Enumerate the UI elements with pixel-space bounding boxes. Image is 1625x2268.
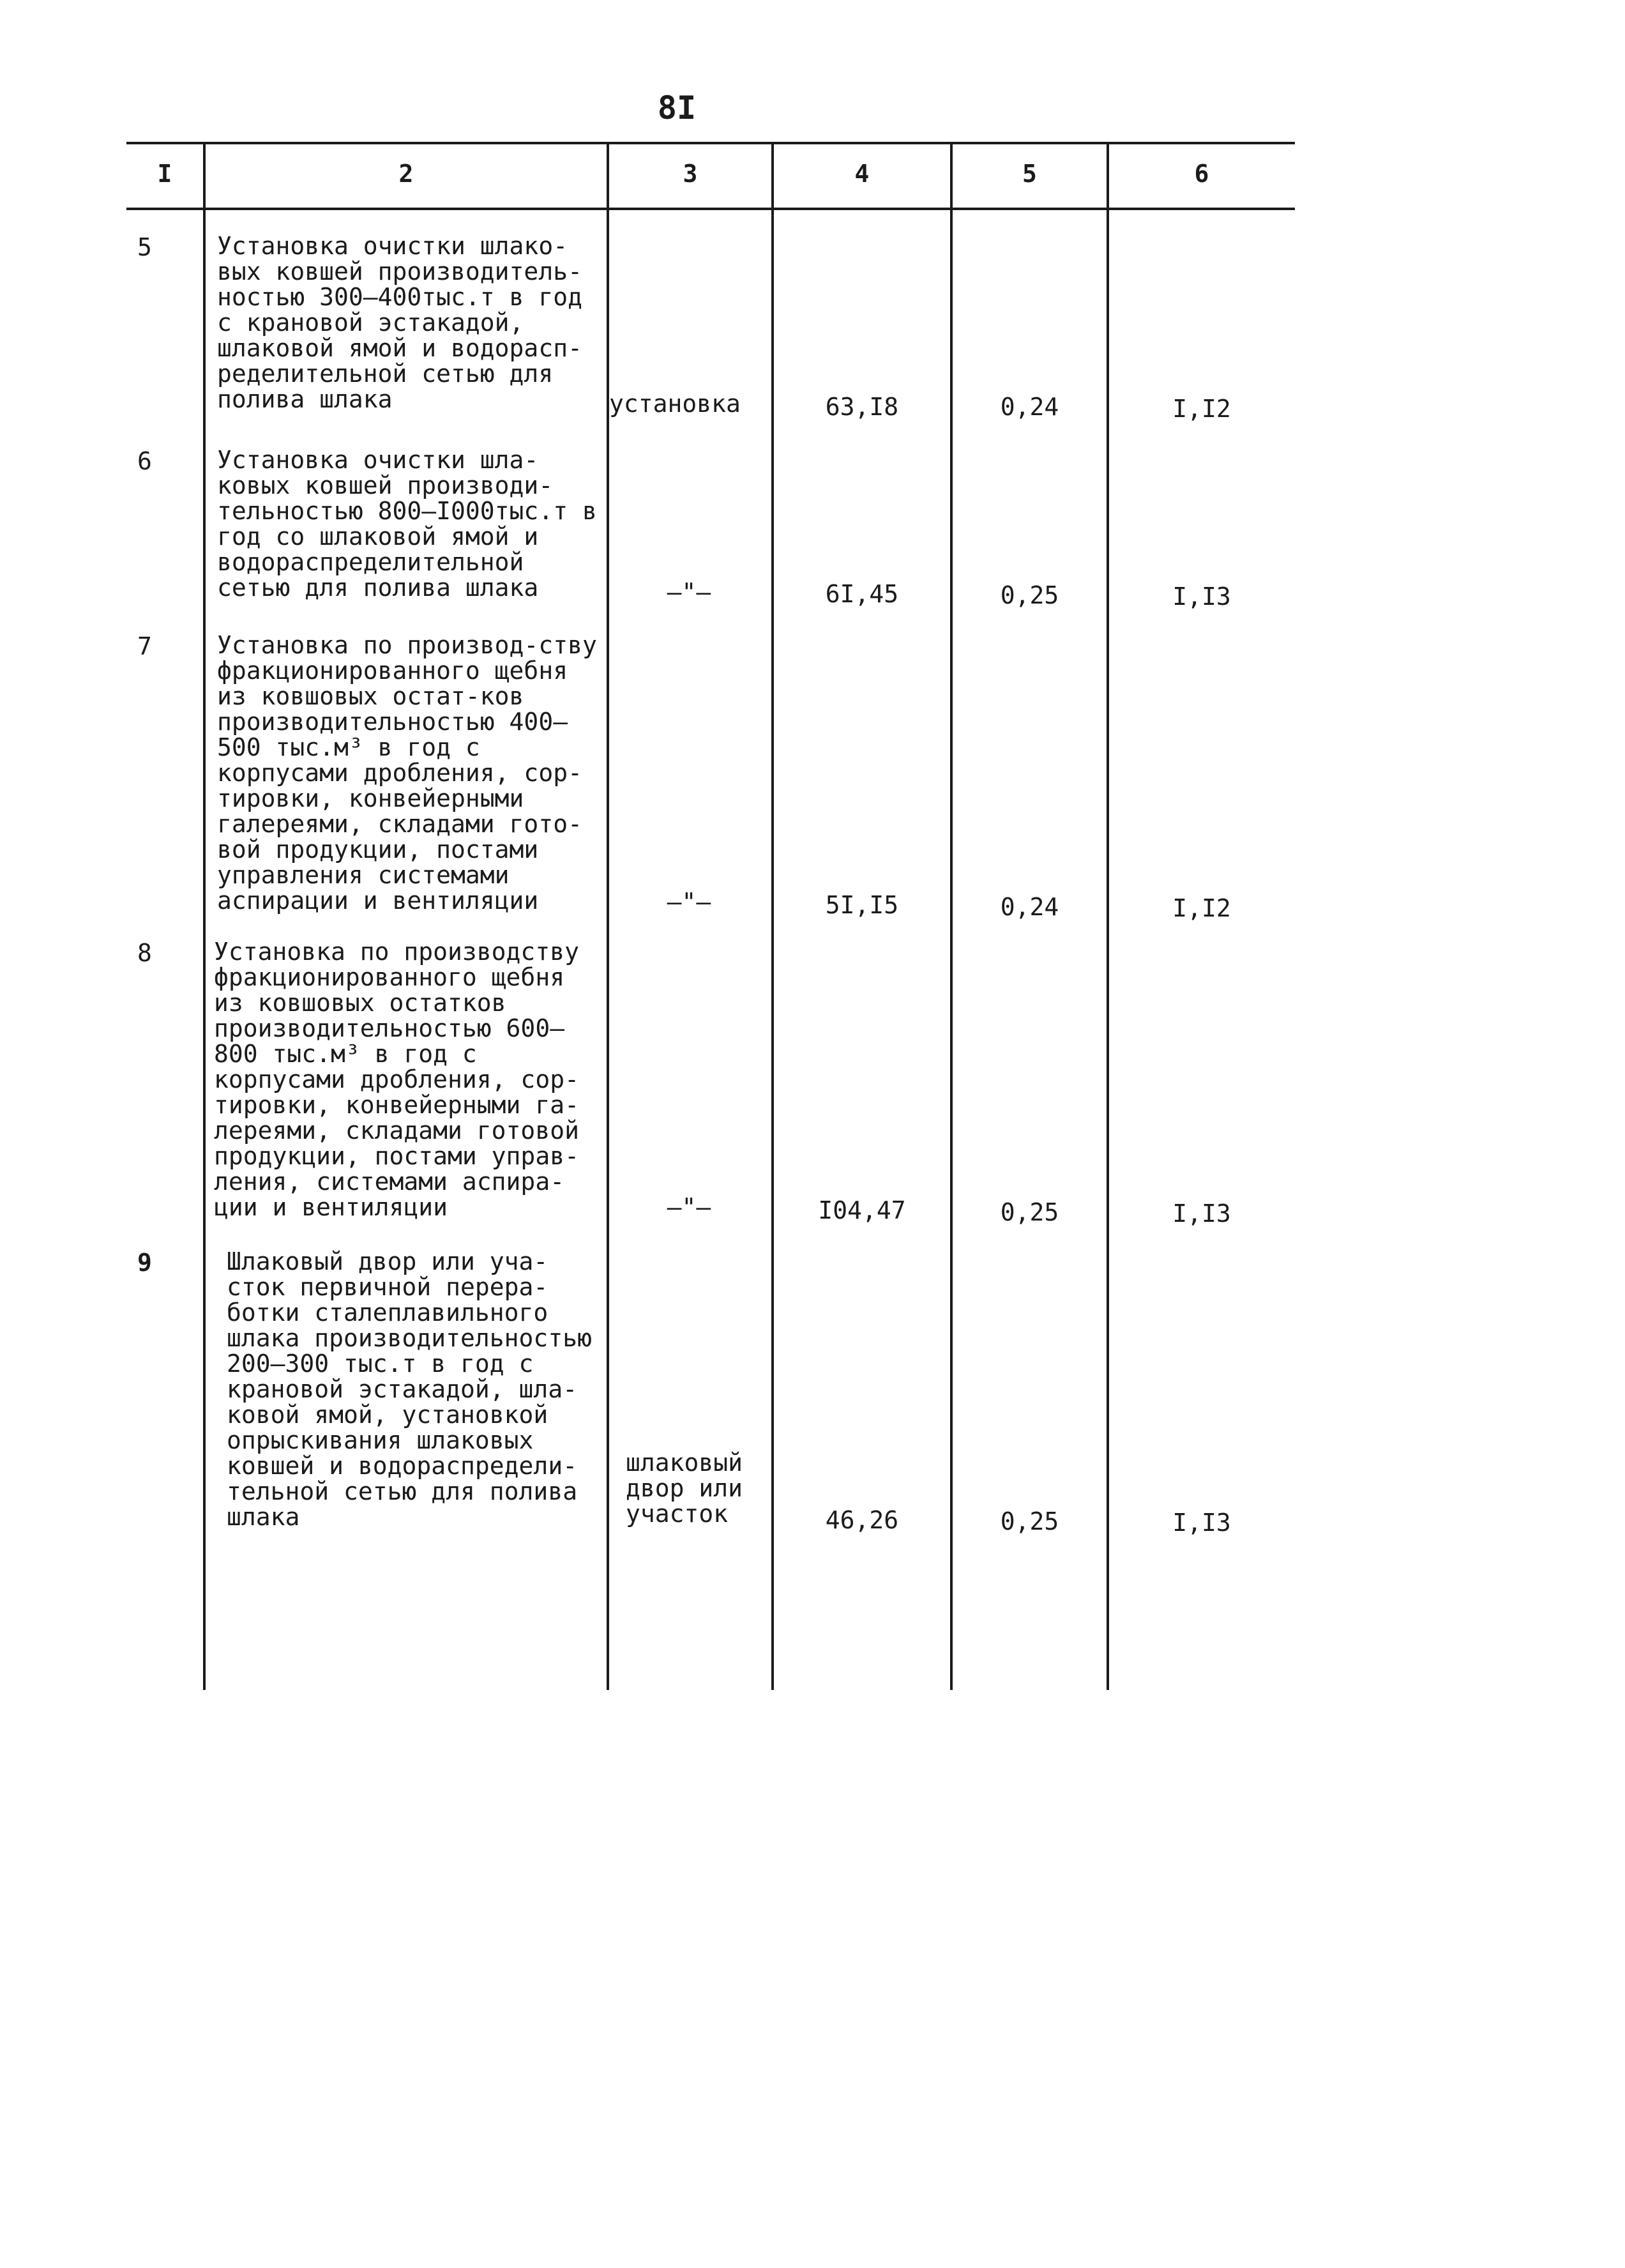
item-value-col4: 63,I8 <box>825 393 899 421</box>
header-bottom-rule <box>126 208 1295 210</box>
row-number: 9 <box>137 1249 152 1277</box>
table-top-rule <box>126 142 1295 144</box>
item-value-col5: 0,24 <box>1000 393 1059 421</box>
column-divider-1 <box>203 144 206 1690</box>
row-number: 8 <box>137 939 152 967</box>
column-header-1: I <box>157 160 172 188</box>
item-value-col6: I,I2 <box>1172 894 1231 922</box>
item-value-col4: 46,26 <box>825 1506 899 1534</box>
item-value-col4: I04,47 <box>818 1196 906 1224</box>
column-header-3: 3 <box>683 160 698 188</box>
row-number: 5 <box>137 233 152 261</box>
item-unit: шлаковый двор или участок <box>626 1449 743 1528</box>
row-number: 6 <box>137 447 152 475</box>
item-unit: –"– <box>667 578 711 606</box>
column-header-4: 4 <box>854 160 870 188</box>
item-value-col6: I,I3 <box>1172 1509 1231 1537</box>
item-value-col4: 6I,45 <box>825 580 899 608</box>
row-number: 7 <box>137 632 152 660</box>
item-value-col6: I,I3 <box>1172 1199 1231 1228</box>
item-name: Установка очистки шлако-вых ковшей производитель-ностью 300–400тыс.т в год с крановой эстакадой, шлаковой ямой и водорасп-ределительной сетью для полива шлака <box>217 232 582 413</box>
item-name: Установка очистки шла-ковых ковшей производи-тельностью 800–I000тыс.т в год со шлаковой ямой и водораспределительной сетью для полива шлака <box>217 446 597 602</box>
item-name: Установка по производ-ству фракционированного щебня из ковшовых остат-ков производительностью 400–500 тыс.м³ в год с корпусами дробления, сор-тировки, конвейерными галереями, складами гото-вой продукции, постами управления системами аспирации и вентиляции <box>217 631 597 915</box>
item-value-col5: 0,25 <box>1000 1507 1059 1535</box>
item-name: Шлаковый двор или уча-сток первичной перера-ботки сталеплавильного шлака производительностью 200–300 тыс.т в год с крановой эстакадой, шла-ковой ямой, установкой опрыскивания шлаковых ковшей и водораспредели-тельной сетью для полива шлака <box>227 1247 592 1531</box>
item-name: Установка по производству фракционированного щебня из ковшовых остатков производительностью 600–800 тыс.м³ в год с корпусами дробления, сор-тировки, конвейерными га-лереями, складами готовой продукции, постами управ-ления, системами аспира-ции и вентиляции <box>214 938 579 1221</box>
column-divider-2 <box>607 144 609 1690</box>
item-value-col5: 0,25 <box>1000 1198 1059 1226</box>
column-header-5: 5 <box>1022 160 1037 188</box>
page-number: 8I <box>657 89 697 126</box>
column-header-6: 6 <box>1194 160 1209 188</box>
item-unit: –"– <box>667 1193 711 1221</box>
item-value-col6: I,I2 <box>1172 395 1231 423</box>
column-header-2: 2 <box>398 160 414 188</box>
item-value-col5: 0,24 <box>1000 893 1059 921</box>
item-value-col5: 0,25 <box>1000 581 1059 609</box>
item-unit: –"– <box>667 888 711 916</box>
item-unit: установка <box>609 390 741 418</box>
item-value-col4: 5I,I5 <box>825 891 899 919</box>
item-value-col6: I,I3 <box>1172 582 1231 611</box>
